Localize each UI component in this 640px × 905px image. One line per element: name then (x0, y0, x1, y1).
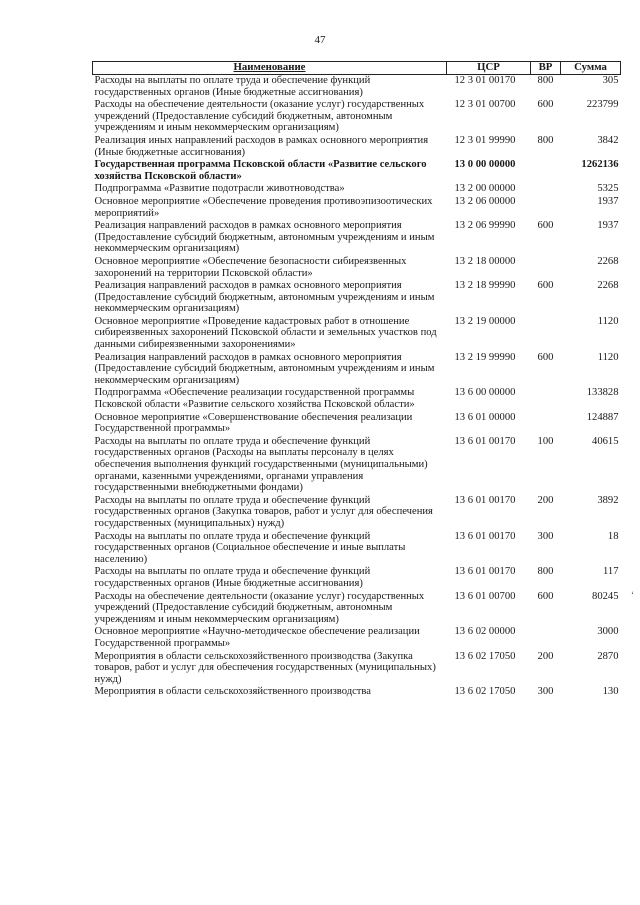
table-row (93, 220, 621, 256)
row-sum: 2870 (597, 650, 619, 662)
table-row (93, 412, 621, 436)
row-sum: 223799 (586, 99, 619, 111)
table-body (93, 75, 621, 699)
table-row (93, 566, 621, 590)
row-name: Основное мероприятие «Совершенствование обеспечения реализации Государственной программы» (94, 411, 413, 435)
row-sum: 2268 (597, 280, 619, 292)
row-csr: 13 2 18 00000 (454, 255, 516, 267)
row-vr: 100 (537, 435, 554, 447)
row-csr: 13 6 01 00000 (454, 411, 516, 423)
row-name: Реализация направлений расходов в рамках основного мероприятия (Предоставление субсидий бюджетным, автономным учреждениям и иным некоммерческим организациям) (94, 351, 435, 386)
row-vr: 800 (537, 134, 554, 146)
row-csr: 12 3 01 00170 (454, 75, 516, 86)
row-name: Реализация направлений расходов в рамках основного мероприятия (Предоставление субсидий бюджетным, автономным учреждениям и иным некоммерческим организациям) (94, 220, 435, 255)
row-vr: 600 (537, 590, 554, 602)
margin-mark: ʻ (631, 590, 634, 600)
row-vr (531, 159, 561, 183)
row-name: Расходы на выплаты по оплате труда и обеспечение функций государственных органов (Иные бюджетные ассигнования) (94, 75, 371, 98)
row-vr (531, 412, 561, 436)
row-csr: 12 3 01 99990 (454, 134, 516, 146)
row-csr: 13 6 01 00170 (454, 530, 516, 542)
table-row (93, 135, 621, 159)
table-row (93, 436, 621, 495)
row-name: Подпрограмма «Обеспечение реализации государственной программы Псковской области «Развитие сельского хозяйства Псковской области» (94, 387, 415, 411)
row-sum: 133828 (586, 387, 619, 399)
row-name: Мероприятия в области сельскохозяйственного производства (94, 686, 371, 698)
row-sum: 124887 (586, 411, 619, 423)
row-csr: 13 6 01 00170 (454, 435, 516, 447)
table-row (93, 651, 621, 687)
row-name: Мероприятия в области сельскохозяйственного производства (Закупка товаров, работ и услуг для обеспечения государственных (муниципальных) нужд) (94, 650, 436, 685)
table-row (93, 99, 621, 135)
table-row (93, 159, 621, 183)
row-sum: 3892 (597, 494, 619, 506)
row-vr: 200 (537, 494, 554, 506)
table-row (93, 591, 621, 627)
row-name: Расходы на обеспечение деятельности (оказание услуг) государственных учреждений (Предоставление субсидий бюджетным, автономным учреждениям и иным некоммерческим организациям) (94, 590, 425, 625)
header-vr: ВР (531, 62, 561, 75)
page-number: 47 (314, 34, 326, 46)
row-name: Расходы на выплаты по оплате труда и обеспечение функций государственных органов (Расходы на выплаты персоналу в целях обеспечения выполнения функций государственными (муниципальными) органами, казенными учреждениями, органами управления государственными внебюджетными фондами) (94, 435, 428, 494)
row-vr: 600 (537, 220, 554, 232)
row-csr: 13 2 06 99990 (454, 220, 516, 232)
row-name: Расходы на выплаты по оплате труда и обеспечение функций государственных органов (Иные бюджетные ассигнования) (94, 566, 371, 589)
row-name: Расходы на обеспечение деятельности (оказание услуг) государственных учреждений (Предоставление субсидий бюджетным, автономным учреждениям и иным некоммерческим организациям) (94, 99, 425, 134)
row-sum: 80245 (592, 590, 619, 602)
table-row (93, 495, 621, 531)
row-vr: 300 (537, 686, 554, 698)
row-csr: 13 2 06 00000 (454, 195, 516, 207)
row-vr: 300 (537, 530, 554, 542)
row-sum: 1120 (597, 351, 619, 363)
row-vr: 800 (537, 75, 554, 86)
table-row (93, 316, 621, 352)
row-csr: 13 6 02 17050 (454, 650, 516, 662)
table-row (93, 626, 621, 650)
table-row (93, 352, 621, 388)
budget-table (92, 61, 621, 699)
row-sum: 1262136 (581, 159, 619, 171)
row-vr: 600 (537, 280, 554, 292)
row-vr (531, 196, 561, 220)
row-sum: 2268 (597, 255, 619, 267)
header-name: Наименование (93, 62, 447, 75)
row-name: Государственная программа Псковской области «Развитие сельского хозяйства Псковской области» (94, 159, 427, 182)
table-row (93, 531, 621, 567)
row-vr (531, 387, 561, 411)
row-sum: 5325 (597, 183, 619, 195)
row-name: Реализация иных направлений расходов в рамках основного мероприятия (Иные бюджетные ассигнования) (94, 134, 429, 158)
row-sum: 40615 (592, 435, 619, 447)
table-row (93, 75, 621, 100)
header-sum: Сумма (561, 62, 621, 75)
row-sum: 18 (607, 530, 619, 542)
row-csr: 13 2 19 00000 (454, 315, 516, 327)
row-name: Реализация направлений расходов в рамках основного мероприятия (Предоставление субсидий бюджетным, автономным учреждениям и иным некоммерческим организациям) (94, 280, 435, 315)
table-row (93, 280, 621, 316)
row-vr (531, 183, 561, 196)
row-sum: 3000 (597, 626, 619, 638)
row-csr: 13 0 00 00000 (454, 159, 516, 171)
row-vr: 600 (537, 351, 554, 363)
row-csr: 13 2 18 99990 (454, 280, 516, 292)
row-vr: 200 (537, 650, 554, 662)
row-sum: 305 (602, 75, 619, 86)
table-row (93, 183, 621, 196)
row-sum: 1937 (597, 220, 619, 232)
row-sum: 130 (602, 686, 619, 698)
row-name: Основное мероприятие «Обеспечение безопасности сибиреязвенных захоронений на территории Псковской области» (94, 255, 407, 279)
row-name: Основное мероприятие «Научно-методическое обеспечение реализации Государственной программы» (94, 626, 420, 649)
row-name: Основное мероприятие «Проведение кадастровых работ в отношение сибиреязвенных захоронений Псковской области и земельных участков под данными сибиреязвенными захоронениями» (94, 315, 437, 351)
row-csr: 13 6 02 17050 (454, 686, 516, 698)
row-csr: 13 6 02 00000 (454, 626, 516, 638)
row-csr: 13 6 00 00000 (454, 387, 516, 399)
row-csr: 13 6 01 00700 (454, 590, 516, 602)
row-vr: 600 (537, 99, 554, 111)
row-sum: 1937 (597, 195, 619, 207)
table-row (93, 196, 621, 220)
row-sum: 3842 (597, 134, 619, 146)
row-vr: 800 (537, 566, 554, 578)
row-vr (531, 626, 561, 650)
row-csr: 13 2 00 00000 (454, 183, 516, 195)
row-csr: 12 3 01 00700 (454, 99, 516, 111)
table-header-row (93, 62, 621, 75)
row-vr (531, 316, 561, 352)
row-vr (531, 256, 561, 280)
row-name: Расходы на выплаты по оплате труда и обеспечение функций государственных органов (Закупка товаров, работ и услуг для обеспечения государственных (муниципальных) нужд) (94, 494, 433, 529)
row-name: Расходы на выплаты по оплате труда и обеспечение функций государственных органов (Социальное обеспечение и иные выплаты населению) (94, 530, 406, 565)
row-csr: 13 6 01 00170 (454, 566, 516, 578)
header-csr: ЦСР (447, 62, 531, 75)
table-row (93, 256, 621, 280)
table-row (93, 387, 621, 411)
table-row (93, 686, 621, 699)
row-csr: 13 6 01 00170 (454, 494, 516, 506)
row-sum: 1120 (597, 315, 619, 327)
row-csr: 13 2 19 99990 (454, 351, 516, 363)
row-name: Подпрограмма «Развитие подотрасли животноводства» (94, 183, 345, 195)
row-name: Основное мероприятие «Обеспечение проведения противоэпизоотических мероприятий» (94, 195, 433, 219)
row-sum: 117 (603, 566, 619, 578)
